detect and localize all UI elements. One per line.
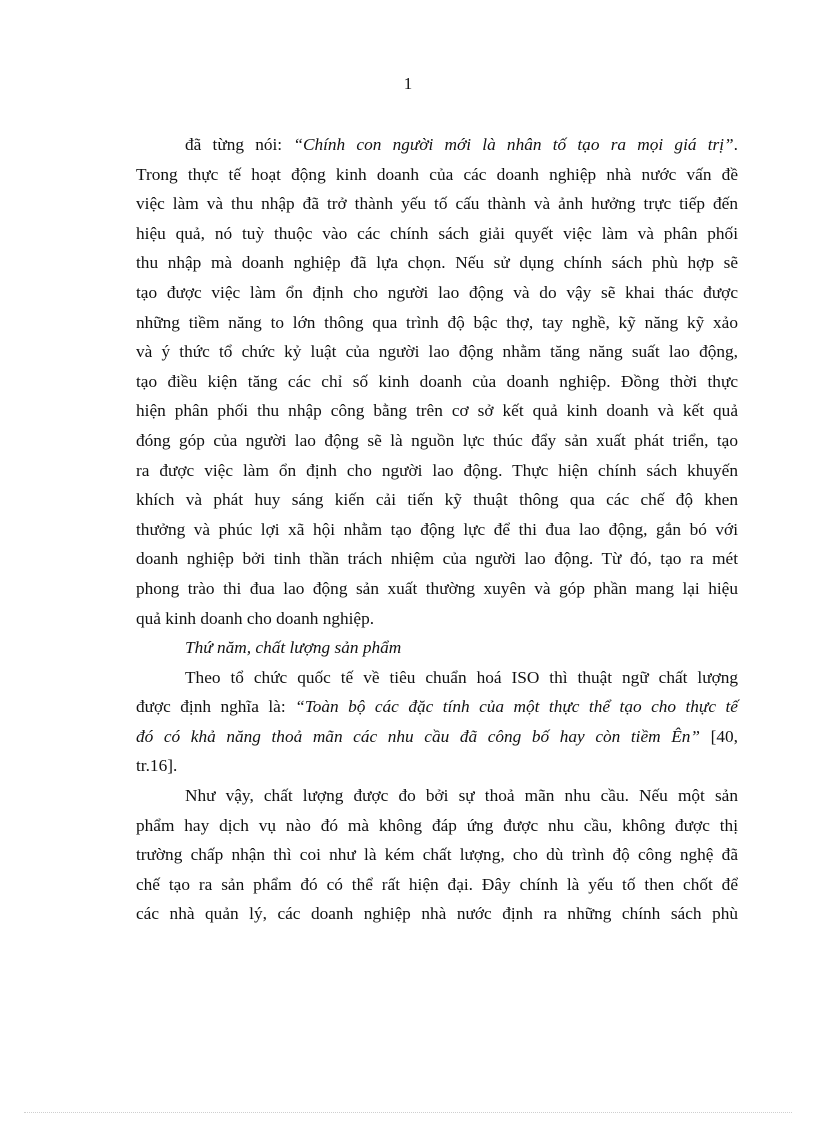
paragraph1-line: phong trào thi đua lao động sản xuất thường xuyên và góp phần mang lại hiệu xyxy=(136,578,738,598)
paragraph1-line: việc làm và thu nhập đã trở thành yếu tố cấu thành và ảnh hưởng trực tiếp đến xyxy=(136,194,738,214)
quote-text: “Toàn bộ các đặc tính của một thực thể tạo cho thực tế xyxy=(295,697,738,717)
paragraph1-line: doanh nghiệp bởi tinh thần trách nhiệm của người lao động. Từ đó, tạo ra mét xyxy=(136,549,738,569)
paragraph1-line: những tiềm năng to lớn thông qua trình độ bậc thợ, tay nghề, kỹ năng kỹ xảo xyxy=(136,312,738,332)
body-text xyxy=(136,130,738,929)
section-subheading: Thứ năm, chất lượng sản phẩm xyxy=(185,638,402,658)
paragraph1-line: hiện phân phối thu nhập công bằng trên cơ sở kết quả kinh doanh và kết quả xyxy=(136,401,738,421)
footer-divider xyxy=(24,1112,792,1113)
quote-text: “Chính con người mới là nhân tố tạo ra mọi giá trị” xyxy=(293,135,734,154)
paragraph1-line: khích và phát huy sáng kiến cải tiến kỹ thuật thông qua các chế độ khen xyxy=(136,490,738,510)
paragraph1-line: thu nhập mà doanh nghiệp đã lựa chọn. Nếu sử dụng chính sách phù hợp sẽ xyxy=(136,253,738,273)
paragraph3-line: trường chấp nhận thì coi như là kém chất lượng, cho dù trình độ công nghệ đã xyxy=(136,845,738,865)
paragraph3-line: phẩm hay dịch vụ nào đó mà không đáp ứng được nhu cầu, không được thị xyxy=(136,815,738,835)
paragraph2-line: Theo tổ chức quốc tế về tiêu chuẩn hoá ISO thì thuật ngữ chất lượng xyxy=(185,667,738,687)
paragraph3-line: các nhà quản lý, các doanh nghiệp nhà nước định ra những chính sách phù xyxy=(136,904,738,924)
page-number: 1 xyxy=(403,74,413,93)
paragraph1-line: ra được việc làm ổn định cho người lao động. Thực hiện chính sách khuyến xyxy=(136,460,738,480)
paragraph3-line: Như vậy, chất lượng được đo bởi sự thoả mãn nhu cầu. Nếu một sản xyxy=(185,786,738,806)
paragraph1-line: và ý thức tổ chức kỷ luật của người lao động nhằm tăng năng suất lao động, xyxy=(136,342,738,362)
quote-text: đó có khả năng thoả mãn các nhu cầu đã công bố hay còn tiềm Ên” xyxy=(136,726,701,746)
paragraph1-line: đã từng nói: “Chính con người mới là nhân tố tạo ra mọi giá trị”. xyxy=(185,135,738,154)
paragraph1-line: đóng góp của người lao động sẽ là nguồn lực thúc đẩy sản xuất phát triển, tạo xyxy=(136,430,738,450)
paragraph1-line: tạo được việc làm ổn định cho người lao động và do vậy sẽ khai thác được xyxy=(136,282,738,302)
paragraph1-line: hiệu quả, nó tuỳ thuộc vào các chính sách giải quyết việc làm và phân phối xyxy=(136,223,738,243)
paragraph2-line: đó có khả năng thoả mãn các nhu cầu đã công bố hay còn tiềm Ên” [40, xyxy=(136,726,738,746)
paragraph2-line: tr.16]. xyxy=(136,756,178,776)
paragraph1-line: quả kinh doanh cho doanh nghiệp. xyxy=(136,608,375,628)
paragraph1-line: thưởng và phúc lợi xã hội nhằm tạo động lực để thi đua lao động, gắn bó với xyxy=(136,519,738,539)
paragraph2-line: được định nghĩa là: “Toàn bộ các đặc tính của một thực thể tạo cho thực tế xyxy=(136,697,738,717)
paragraph1-line: Trong thực tế hoạt động kinh doanh của các doanh nghiệp nhà nước vấn đề xyxy=(136,164,738,184)
paragraph1-line: tạo điều kiện tăng các chỉ số kinh doanh của doanh nghiệp. Đồng thời thực xyxy=(136,371,738,391)
paragraph3-line: chế tạo ra sản phẩm đó có thể rất hiện đại. Đây chính là yếu tố then chốt để xyxy=(136,874,738,894)
